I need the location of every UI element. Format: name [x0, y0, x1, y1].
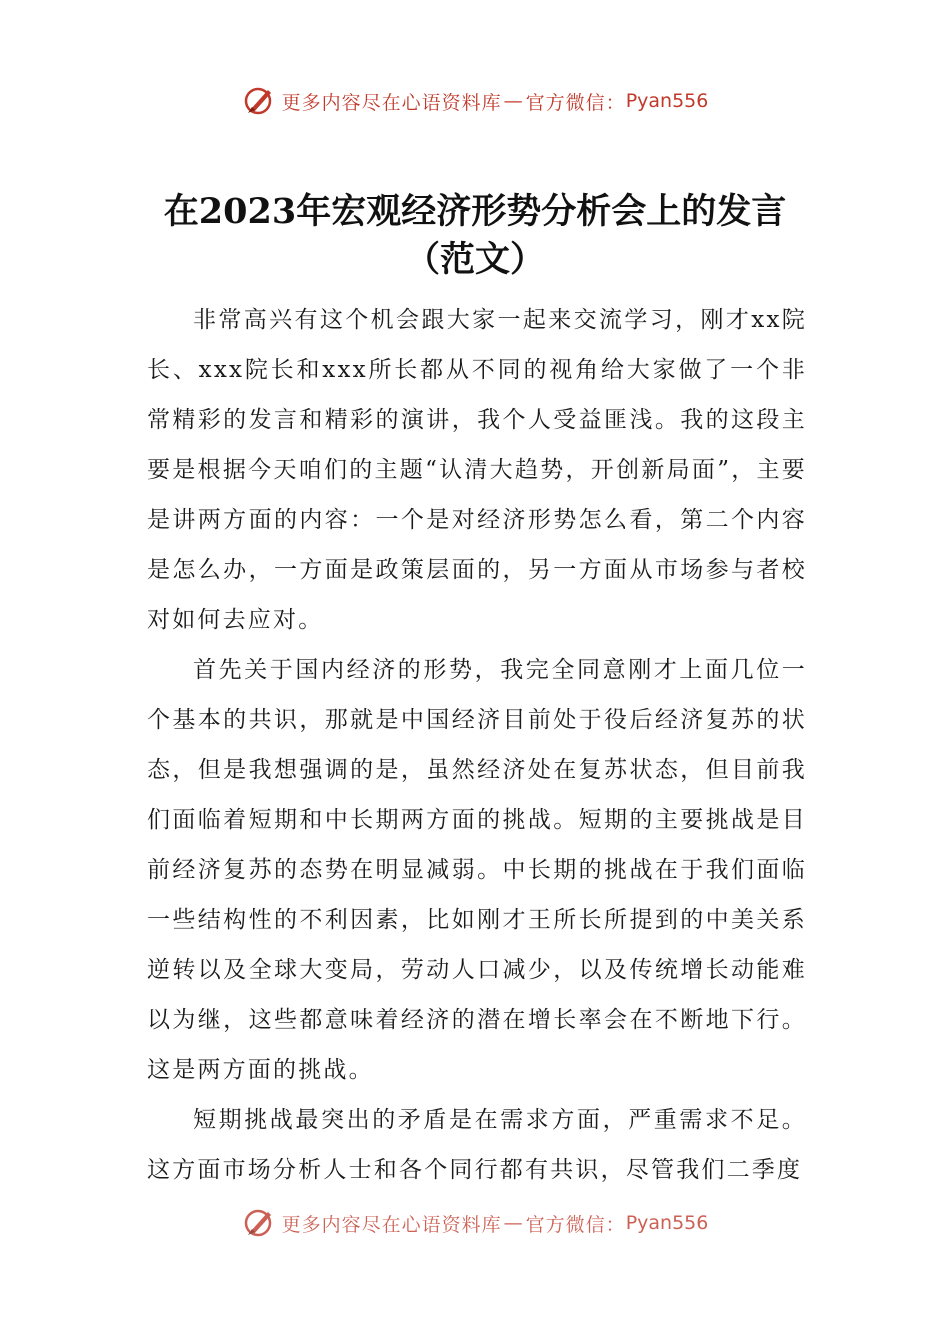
footer-wechat-id: Pyan556 — [625, 1212, 709, 1234]
footer-banner — [0, 1206, 950, 1240]
title-line-2: （范文） — [404, 239, 545, 280]
title-line-1: 在2023年宏观经济形势分析会上的发言 — [163, 191, 787, 232]
paragraph: 短期挑战最突出的矛盾是在需求方面，严重需求不足。这方面市场分析人士和各个同行都有共识，尽管我们二季度 — [147, 1107, 807, 1183]
header-banner — [0, 84, 950, 118]
pen-logo-icon — [242, 1206, 276, 1240]
footer-wechat-label: 官方微信： — [525, 1213, 626, 1236]
footer-separator: — — [503, 1212, 524, 1234]
banner-brand-text: 更多内容尽在心语资料库 — [281, 91, 502, 114]
footer-brand-text: 更多内容尽在心语资料库 — [281, 1213, 502, 1236]
document-body — [147, 295, 807, 1195]
document-title — [0, 188, 950, 284]
pen-logo-icon — [242, 84, 276, 118]
banner-wechat-label: 官方微信： — [525, 91, 626, 114]
banner-wechat-id: Pyan556 — [625, 90, 709, 112]
paragraph: 首先关于国内经济的形势，我完全同意刚才上面几位一个基本的共识，那就是中国经济目前处于役后经济复苏的状态，但是我想强调的是，虽然经济处在复苏状态，但目前我们面临着短期和中长期两方面的挑战。短期的主要挑战是目前经济复苏的态势在明显减弱。中长期的挑战在于我们面临一些结构性的不利因素，比如刚才王所长所提到的中美关系逆转以及全球大变局，劳动人口减少，以及传统增长动能难以为继，这些都意味着经济的潜在增长率会在不断地下行。这是两方面的挑战。 — [147, 657, 807, 1083]
banner-separator: — — [503, 90, 524, 112]
paragraph: 非常高兴有这个机会跟大家一起来交流学习，刚才xx院长、xxx院长和xxx所长都从不同的视角给大家做了一个非常精彩的发言和精彩的演讲，我个人受益匪浅。我的这段主要是根据今天咱们的主题“认清大趋势，开创新局面”，主要是讲两方面的内容：一个是对经济形势怎么看，第二个内容是怎么办，一方面是政策层面的，另一方面从市场参与者校对如何去应对。 — [147, 307, 807, 633]
